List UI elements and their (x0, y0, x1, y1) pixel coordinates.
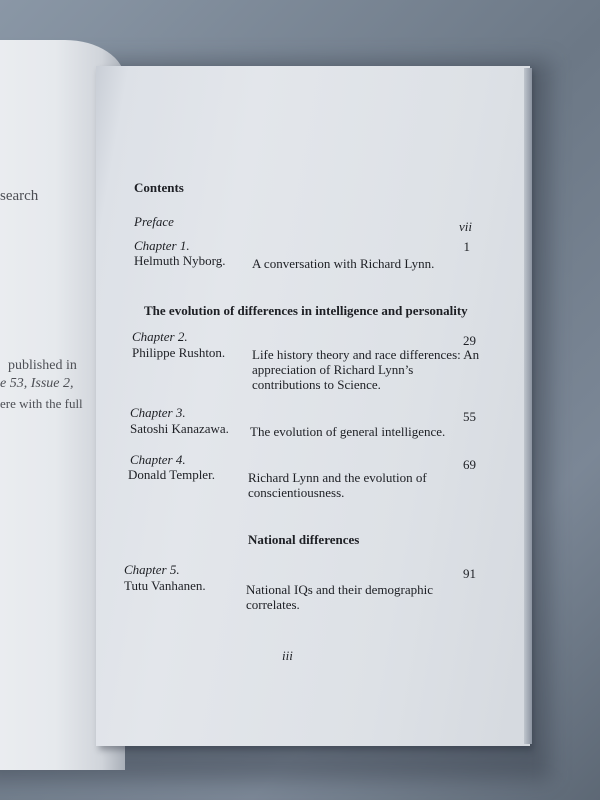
left-fragment: e 53, Issue 2, (0, 376, 74, 391)
chapter3-author: Satoshi Kanazawa. (130, 421, 229, 436)
page-number: iii (282, 648, 293, 663)
chapter4-page: 69 (463, 457, 476, 472)
chapter4-author: Donald Templer. (128, 467, 215, 482)
chapter5-label: Chapter 5. (124, 562, 180, 577)
contents-page (96, 66, 530, 746)
left-fragment: published in (8, 358, 77, 373)
page-stack-edge (524, 68, 532, 744)
chapter4-label: Chapter 4. (130, 452, 186, 467)
chapter2-page: 29 (463, 333, 476, 348)
chapter5-author: Tutu Vanhanen. (124, 578, 206, 593)
chapter3-title: The evolution of general intelligence. (250, 424, 446, 439)
chapter3-page: 55 (463, 409, 476, 424)
chapter1-author: Helmuth Nyborg. (134, 253, 226, 268)
section-heading: The evolution of differences in intelligence and personality (144, 303, 468, 318)
chapter1-title: A conversation with Richard Lynn. (252, 256, 435, 271)
chapter5-title: National IQs and their demographic correlates. (246, 582, 433, 612)
contents-heading: Contents (134, 180, 184, 195)
preface-label: Preface (134, 214, 174, 229)
chapter5-page: 91 (463, 566, 476, 581)
chapter2-author: Philippe Rushton. (132, 345, 226, 360)
preface-page: vii (459, 219, 472, 234)
chapter4-title: Richard Lynn and the evolution of conscientiousness. (248, 470, 427, 500)
chapter1-label: Chapter 1. (134, 238, 190, 253)
chapter3-label: Chapter 3. (130, 405, 186, 420)
section-heading: National differences (248, 532, 360, 547)
chapter2-label: Chapter 2. (132, 329, 188, 344)
chapter2-title: Life history theory and race differences: An appreciation of Richard Lynn’s contributions to Science. (252, 347, 480, 392)
chapter1-page: 1 (463, 239, 470, 254)
left-fragment: search (0, 188, 39, 204)
left-fragment: ere with the full (0, 396, 83, 411)
